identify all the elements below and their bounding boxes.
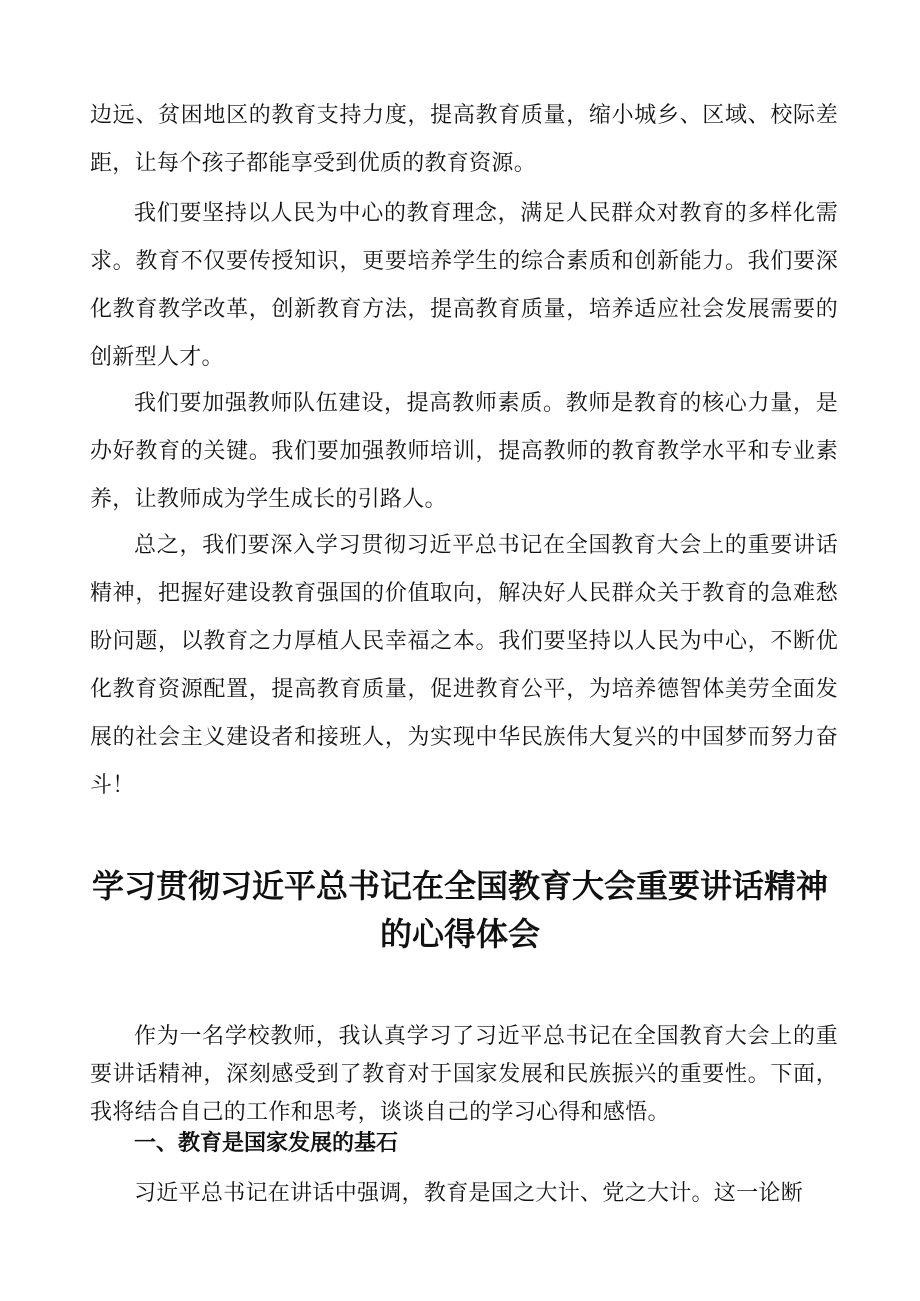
article-title: 学习贯彻习近平总书记在全国教育大会重要讲话精神的心得体会 [91, 867, 828, 953]
paragraph-section-1: 习近平总书记在讲话中强调，教育是国之大计、党之大计。这一论断 [134, 1181, 804, 1206]
paragraph-people-centered: 我们要坚持以人民为中心的教育理念，满足人民群众对教育的多样化需求。教育不仅要传授知识，更要培养学生的综合素质和创新能力。我们要深化教育教学改革，创新教育方法，提高教育质量，培养适应社会发展需要的创新型人才。 [90, 201, 838, 370]
section-heading-1: 一、教育是国家发展的基石 [134, 1131, 399, 1156]
paragraph-intro: 作为一名学校教师，我认真学习了习近平总书记在全国教育大会上的重要讲话精神，深刻感受到了教育对于国家发展和民族振兴的重要性。下面，我将结合自己的工作和思考，谈谈自己的学习心得和感悟。 [90, 1024, 838, 1125]
paragraph-education-support: 边远、贫困地区的教育支持力度，提高教育质量，缩小城乡、区域、校际差距，让每个孩子都能享受到优质的教育资源。 [90, 103, 838, 176]
paragraph-teacher-team: 我们要加强教师队伍建设，提高教师素质。教师是教育的核心力量，是办好教育的关键。我们要加强教师培训，提高教师的教育教学水平和专业素养，让教师成为学生成长的引路人。 [90, 391, 838, 512]
paragraph-conclusion: 总之，我们要深入学习贯彻习近平总书记在全国教育大会上的重要讲话精神，把握好建设教育强国的价值取向，解决好人民群众关于教育的急难愁盼问题，以教育之力厚植人民幸福之本。我们要坚持以人民为中心，不断优化教育资源配置，提高教育质量，促进教育公平，为培养德智体美劳全面发展的社会主义建设者和接班人，为实现中华民族伟大复兴的中国梦而努力奋斗！ [90, 533, 838, 798]
